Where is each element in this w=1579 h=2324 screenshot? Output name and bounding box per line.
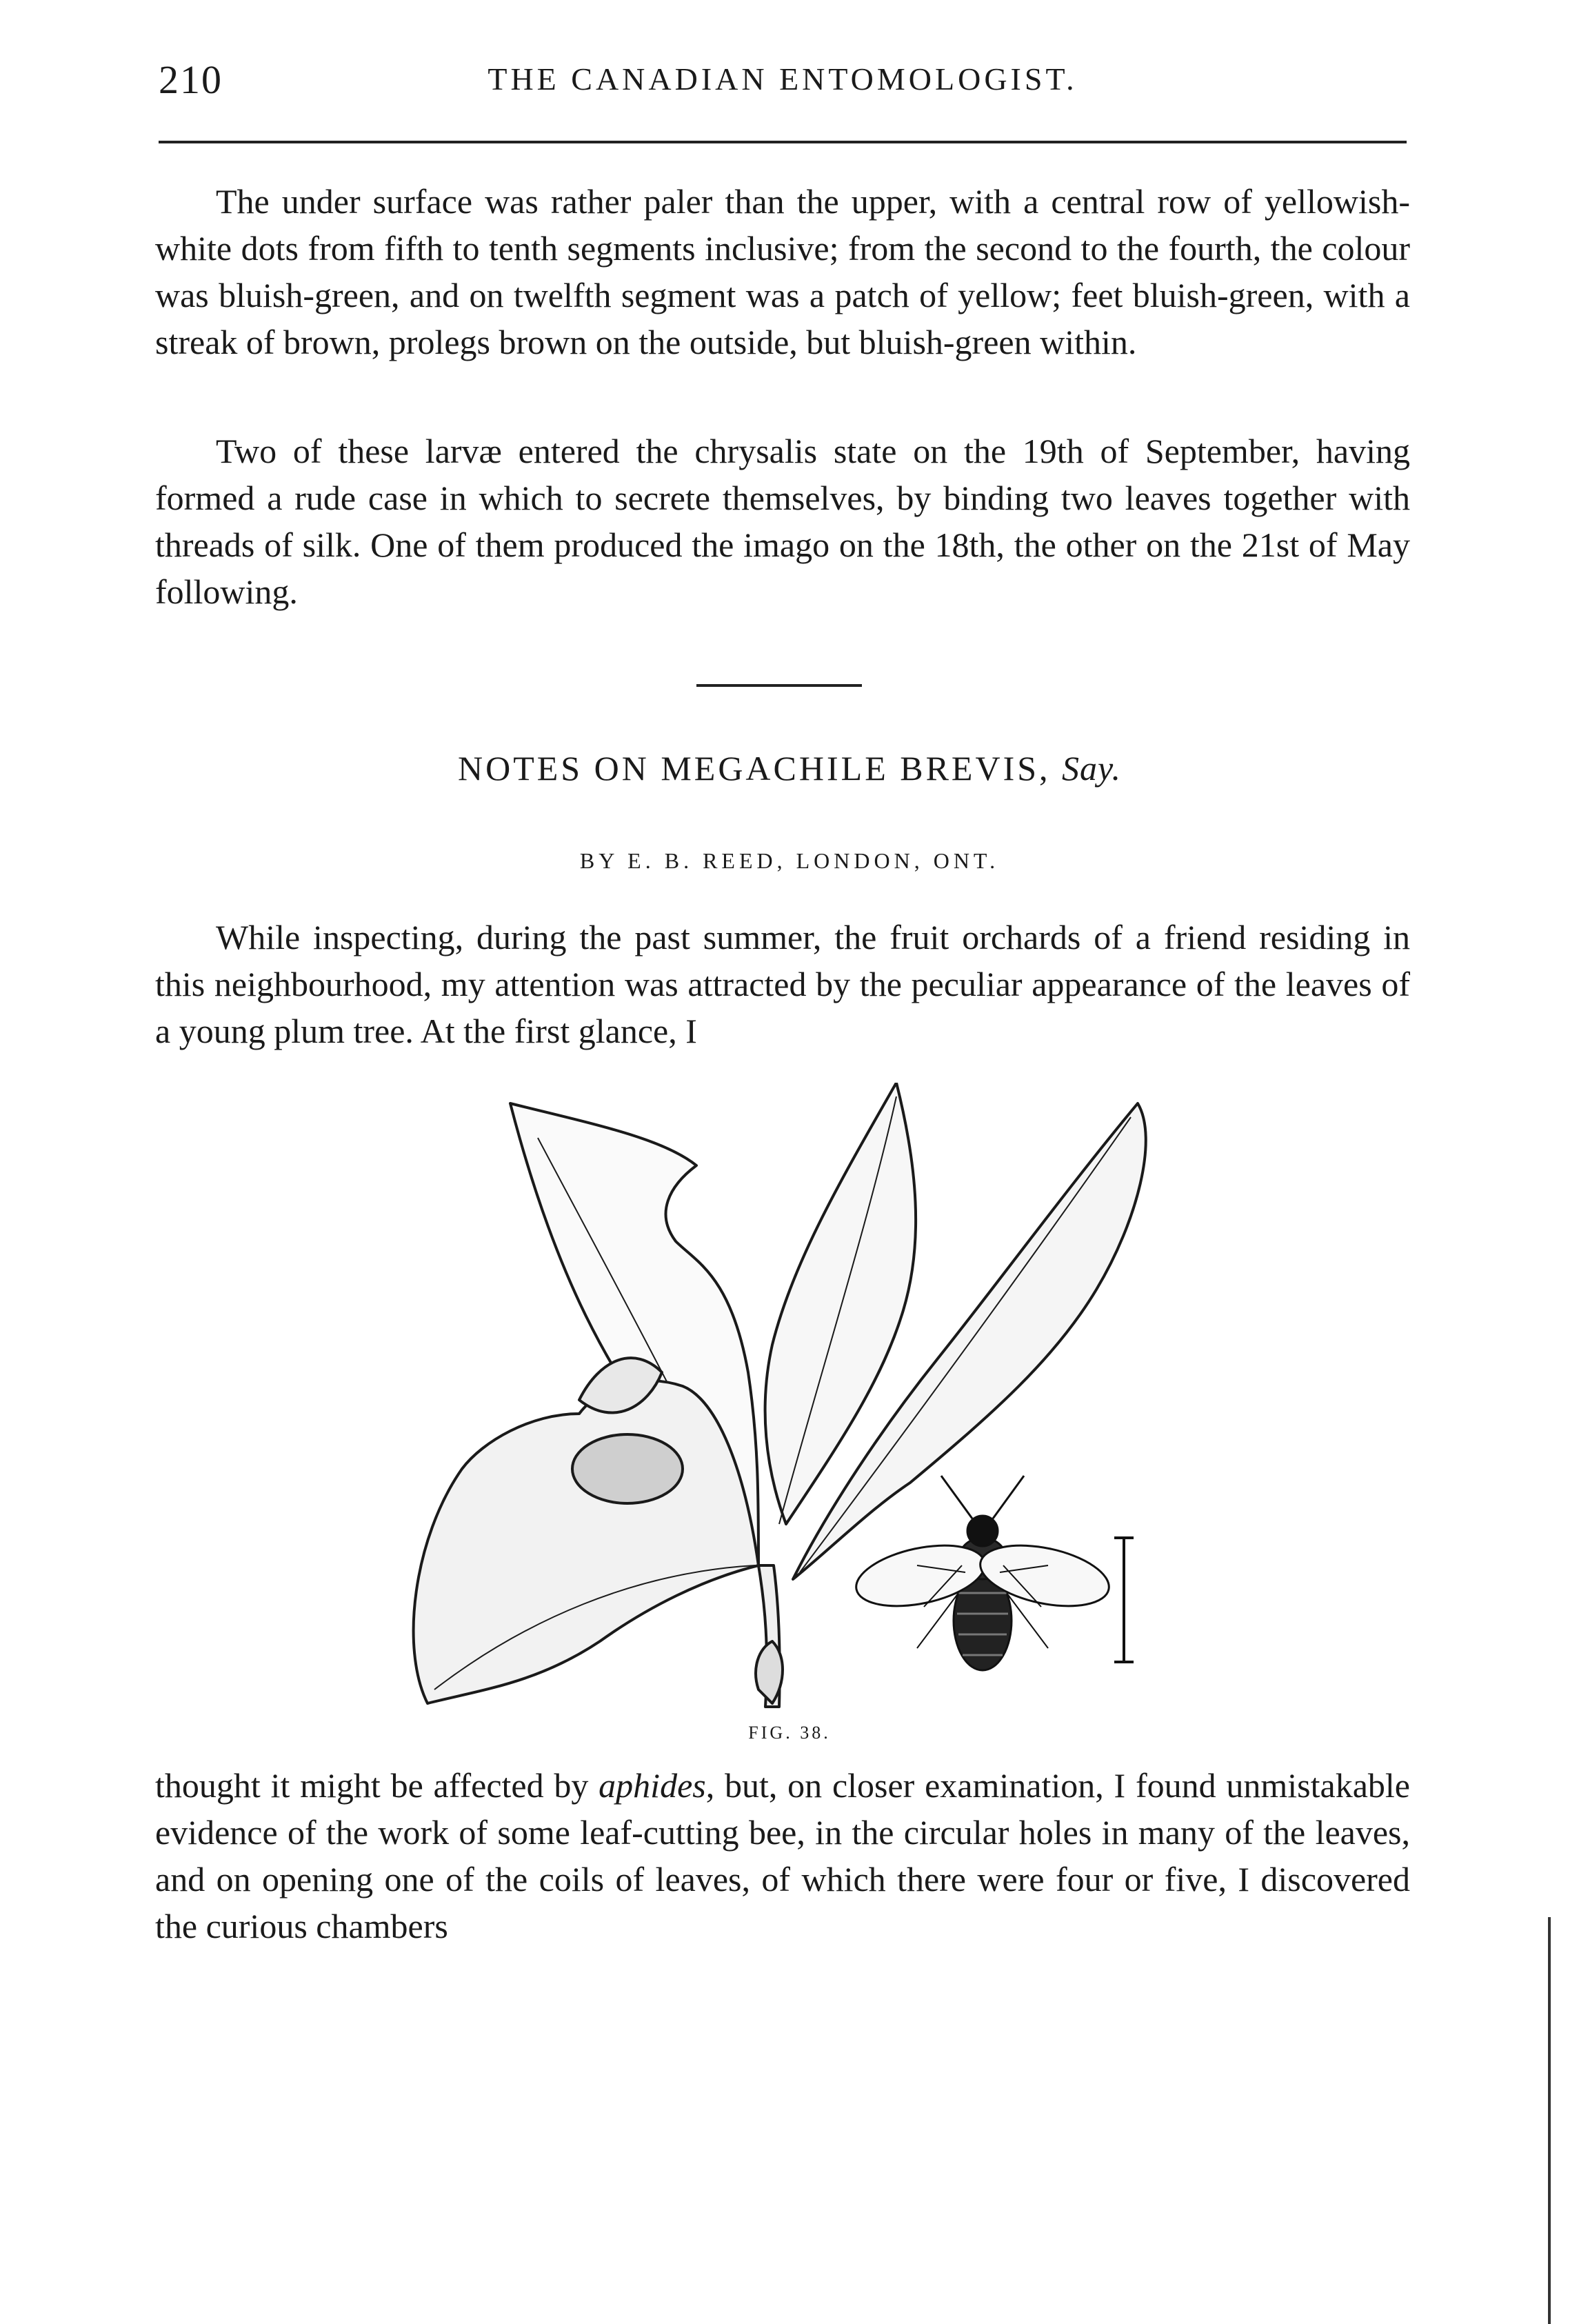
paragraph-continued xyxy=(155,1762,1410,1950)
curled-leaf-coil xyxy=(572,1434,683,1503)
article-title-main: NOTES ON MEGACHILE BREVIS, xyxy=(458,749,1051,788)
paragraph-2: Two of these larvæ entered the chrysalis state on the 19th of September, having formed a rude case in which to secrete themselves, by binding two leaves together with threads of silk. One of them produced the imago on the 18th, the other on the 21st of May following. xyxy=(155,432,1410,611)
paragraph-4 xyxy=(155,1762,1410,1950)
branch-bud xyxy=(756,1641,783,1703)
leaf-lower-left xyxy=(414,1381,758,1703)
paragraph-3: While inspecting, during the past summer, the fruit orchards of a friend residing in this neighbourhood, my attention was attracted by the peculiar appearance of the leaves of a young plum tree. At the first glance, I xyxy=(155,918,1410,1050)
page-number: 210 xyxy=(159,57,223,102)
header-rule xyxy=(159,141,1407,143)
figure-caption: FIG. 38. xyxy=(748,1723,831,1743)
article-title-author: Say. xyxy=(1062,749,1121,788)
paragraph-intro xyxy=(155,914,1410,1054)
paragraph-4-italic-aphides: aphides xyxy=(599,1766,706,1805)
paragraph-4-before: thought it might be affected by xyxy=(155,1766,599,1805)
megachile-bee-illustration xyxy=(851,1476,1114,1670)
figure-plum-branch-and-bee xyxy=(372,1083,1241,1717)
paragraph-1: The under surface was rather paler than the upper, with a central row of yellowish-white dots from fifth to tenth segments inclusive; from the second to the fourth, the colour was bluish-green, and on twelfth segment was a patch of yellow; feet bluish-green, with a streak of brown, prolegs brown on the outside, but bluish-green within. xyxy=(155,182,1410,361)
paragraph-4-after: , but, on closer examination, I found unmistakable evidence of the work of some leaf-cutting bee, in the circular holes in many of the leaves, and on opening one of the coils of leaves, of which there were four or five, I discovered the curious chambers xyxy=(155,1766,1410,1945)
scan-margin-line xyxy=(1548,1917,1551,2324)
page-header xyxy=(159,57,1407,105)
scale-bar xyxy=(1114,1538,1134,1662)
article-byline: BY E. B. REED, LONDON, ONT. xyxy=(579,848,1000,873)
section-divider xyxy=(696,684,862,687)
paragraph-larva-description xyxy=(155,178,1410,365)
paragraph-chrysalis xyxy=(155,428,1410,615)
plum-branch-illustration xyxy=(372,1083,1241,1717)
running-head: THE CANADIAN ENTOMOLOGIST. xyxy=(487,61,1078,97)
article-title xyxy=(0,748,1579,788)
